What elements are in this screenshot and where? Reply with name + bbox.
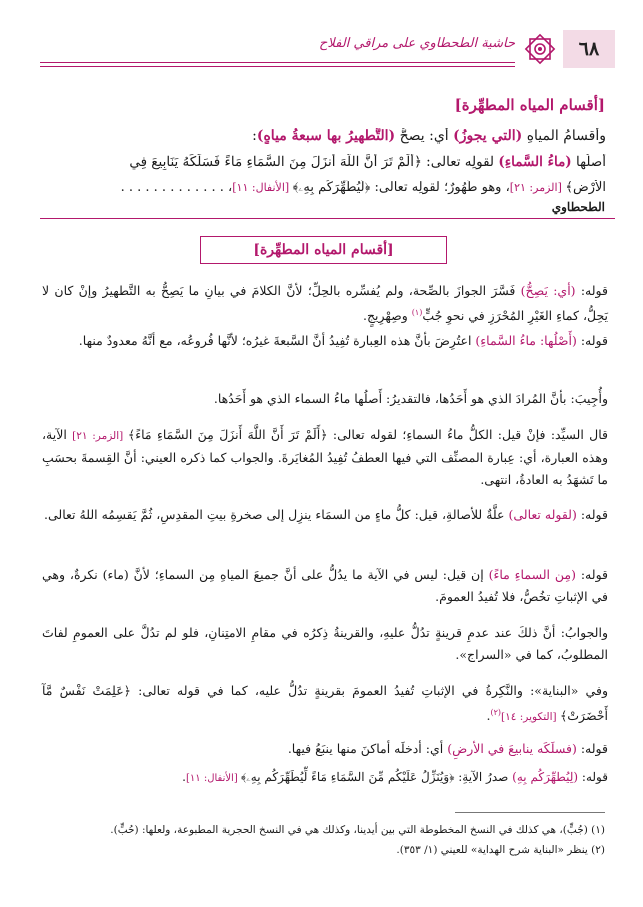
header-rule-thin [40, 66, 515, 67]
para-text: قوله: [576, 741, 608, 756]
matn-heading: [أقسام المياه المطهِّرة] [454, 96, 605, 114]
matn-highlight: (التي يجوزُ) [453, 128, 523, 144]
para-text: قوله: [576, 333, 608, 348]
quran-verse: الْأَرْضِ﴾ [565, 180, 606, 195]
para-highlight: (لِيُطهِّرَكُم بِهِ) [512, 770, 579, 784]
para-text: قال السيِّد: فإنْ قيل: الكلُّ ماءُ السماءِ؛ لقوله تعالى: [327, 427, 609, 442]
para-text: وفي «البناية»: والنَّكِرةُ في الإثباتِ تُفيدُ العمومَ بقرينةٍ تدُلُّ عليه، كما في قوله تعالى: [130, 683, 608, 698]
para-text: . [182, 770, 186, 784]
matn-highlight: (ماءُ السَّماءِ) [498, 154, 572, 170]
verse-ref: [الأنفال: ١١] [232, 181, 293, 194]
matn-text: ، . . . . . . . . . . . . . [120, 180, 233, 195]
quran-verse: ﴿أَلَمْ تَرَ أَنَّ اللَّهَ أَنزَلَ مِنَ السَّمَاءِ مَاءً فَسَلَكَهُ يَنَابِيعَ فِي [129, 154, 422, 170]
footnote-text: ينظر «البناية شرح الهداية» للعيني (١/ ٣٥٣). [396, 844, 588, 856]
footnote-rule [455, 812, 605, 813]
footnote-number: (٢) [591, 844, 605, 856]
para-text: والجوابُ: أنَّ ذلكَ عند عدمِ قرينةٍ تدُلُّ عليهِ، والقرينةُ ذِكرُه في مقامِ الامتِنانِ، فلو لم تدُلَّ على العمومِ لفاتَ المطلوبُ، كما في «السراج». [42, 625, 608, 662]
quran-verse: ﴿وَيُنَزِّلُ عَلَيْكُم مِّنَ السَّمَاءِ مَاءً لِّيُطَهِّرَكُم بِهِۦ﴾ [240, 770, 455, 784]
commentary-paragraph [42, 504, 608, 548]
para-text: قوله: [575, 567, 608, 582]
para-text: اعتُرِضَ بأنَّ هذه العِبارة تُفِيدُ أنَّ السَّبعةَ غيرُه؛ لأنَّها فُروعُه، مع أنَّهُ معدودٌ منها. [78, 333, 476, 348]
section-heading-box: [أقسام المياه المطهِّرة] [200, 236, 447, 264]
footnote-2 [33, 842, 605, 858]
para-text: قوله: [576, 507, 608, 522]
verse-ref: [الأنفال: ١١] [186, 773, 241, 784]
commentary-paragraph [42, 738, 608, 760]
matn-text: وأقسامُ المياهِ [522, 128, 606, 144]
footnote-1 [33, 822, 605, 838]
footnote-ref: (٢) [490, 708, 502, 717]
para-text: الآية، وهذه العبارة، أي: عِبارة المصنِّف التي فيها العطفُ تُفِيدُ المُغايَرةَ. والجواب كما ذكره العيني: أنَّ القِسمةَ بحسَبِ ما تَشهَدُ به العادةُ، انتهى. [42, 427, 608, 487]
running-title: حاشية الطحطاوي على مراقي الفلاح [318, 36, 515, 51]
footnote-text: (جُبٍّ)، هي كذلك في النسخ المخطوطة التي بين أيدينا، وكذلك هي في النسخ الحجرية المطبوعة، ولعلها: (حُبٍّ). [110, 824, 588, 836]
commentary-paragraph [42, 766, 608, 788]
quran-verse: ﴿أَلَمْ تَرَ أَنَّ اللَّهَ أَنزَلَ مِنَ السَّمَاءِ مَاءً﴾ [127, 427, 328, 442]
commentary-paragraph [42, 330, 608, 374]
commentary-paragraph [42, 280, 608, 324]
para-text: قوله: [578, 770, 608, 784]
para-highlight: (أي: يَصِحُّ) [520, 283, 576, 298]
matn-text: ، وهو طَهُورٌ؛ لقولِه تعالى: [370, 180, 510, 195]
verse-ref: [الزمر: ٢١] [509, 181, 566, 194]
para-text: قوله: [575, 283, 608, 298]
matn-line-3 [46, 180, 606, 195]
matn-text: أي: يصحُّ [395, 128, 454, 144]
commentary-paragraph [42, 564, 608, 608]
para-highlight: (فسلَكَه ينابيعَ في الأرضِ) [447, 741, 577, 756]
verse-ref: [الزمر: ٢١] [72, 430, 128, 442]
para-highlight: (أَصْلُها: ماءُ السَّماءِ) [475, 333, 577, 348]
para-highlight: (مِن السماءِ ماءً) [488, 567, 576, 582]
para-text: فَسَّرَ الجوازَ بالصِّحة، ولم يُفسِّره بالحِلِّ؛ لأنَّ الكلامَ في بيانِ ما يَصِحُّ به التَّطهيرُ وإنْ كان لا يَحِلُّ، كماءِ الغَيْرِ المُحْرَزِ في نحوِ جُبٍّ [42, 283, 608, 324]
matn-line-1 [46, 128, 606, 144]
para-text: إن قيل: ليس في الآية ما يدُلُّ على أنَّ جميعَ المياهِ مِن السماءِ؛ لأنَّ (ماء) نكرةٌ، وهي في الإثباتِ تخُصُّ، فلا تُفيدُ العمومَ. [42, 567, 608, 604]
page-number: ٦٨ [563, 30, 615, 68]
header-rule [40, 62, 515, 63]
para-text: علَّةٌ للأصالةِ، قيل: كلُّ ماءٍ من السمَاء ينزِل إلى صخرةِ بيتِ المقدِسِ، ثُمَّ يَقسِمُه اللهُ تعالى. [44, 507, 509, 522]
commentary-paragraph [42, 622, 608, 666]
para-text: وأُجِيبَ: بأنَّ المُرادَ الذي هو أَحَدُها، فالتقديرُ: أَصلُها ماءُ السماء الذي هو أَحَدُها. [213, 391, 608, 406]
matn-text: : [252, 128, 257, 144]
page-header [40, 30, 615, 70]
quran-verse: ﴿لِّيُطَهِّرَكُم بِهِۦ﴾ [292, 180, 371, 195]
para-text: أي: أدخلَه أماكنَ منها ينبَعُ فيها. [287, 741, 448, 756]
commentary-paragraph [42, 388, 608, 410]
matn-line-2 [46, 154, 606, 170]
commentary-paragraph [42, 680, 608, 724]
para-text: وصِهْرِيجٍ. [362, 308, 412, 324]
para-text: . [486, 708, 491, 724]
matn-text: لقولِه تعالى: [421, 154, 499, 170]
quran-verse: ﴿عَلِمَتْ نَفْسٌ مَّآ أَحْضَرَتْ﴾ [42, 683, 608, 724]
matn-highlight: (التَّطهيرُ بها سبعةُ مياهٍ) [256, 128, 396, 144]
para-text: صدرُ الآيةِ: [454, 770, 513, 784]
para-highlight: (لقوله تعالى) [508, 507, 577, 522]
octagram-ornament-icon [523, 32, 557, 66]
footnote-number: (١) [591, 824, 605, 836]
verse-ref: [التكوير: ١٤] [501, 711, 560, 724]
footnote-ref: (١) [411, 308, 423, 317]
section-separator [40, 218, 615, 219]
commentary-paragraph [42, 424, 608, 490]
matn-text: أصلُها [571, 154, 606, 170]
commentary-label: الطحطاوي [551, 200, 605, 214]
